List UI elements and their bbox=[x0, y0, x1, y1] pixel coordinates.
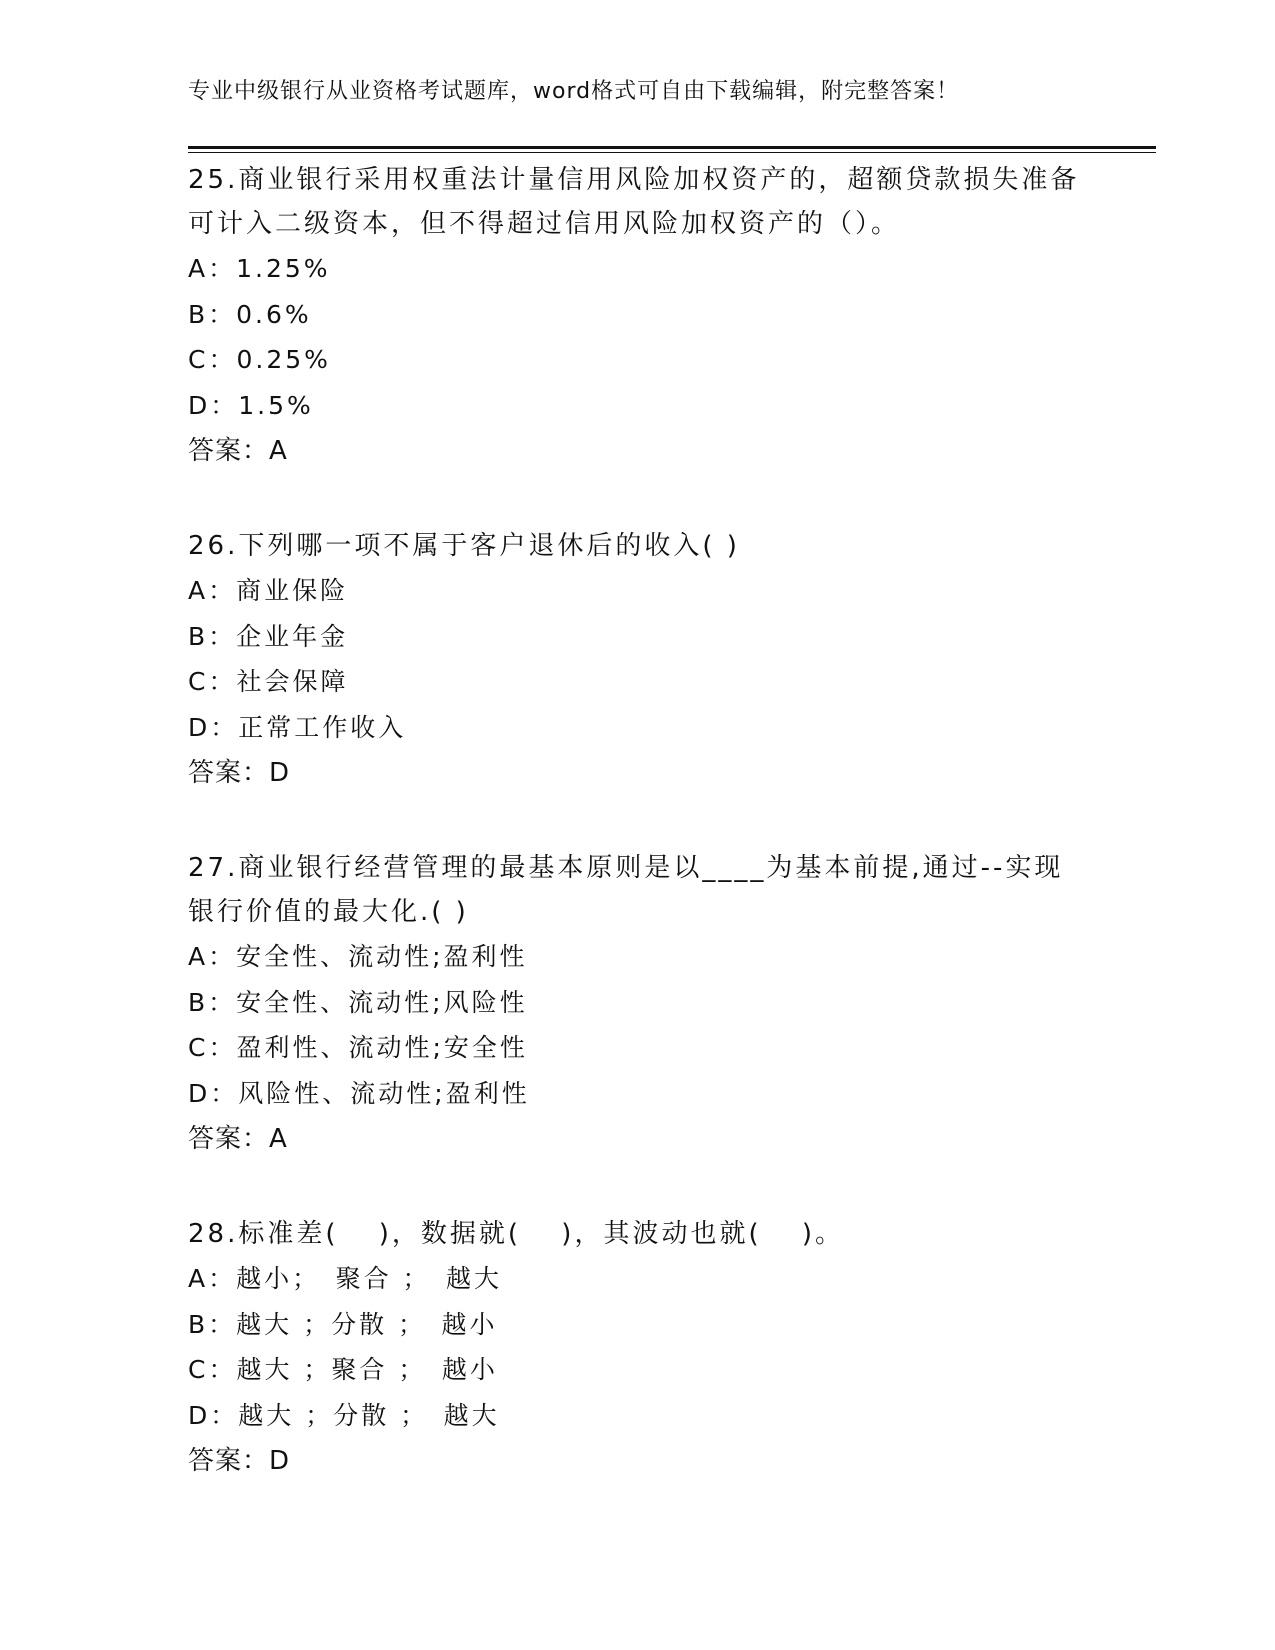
option-c bbox=[188, 1347, 1088, 1393]
option-key: B： bbox=[188, 621, 237, 651]
option-key: B： bbox=[188, 299, 237, 329]
option-text: 企业年金 bbox=[236, 621, 349, 651]
option-key: A： bbox=[188, 1264, 237, 1293]
option-text: 风险性、流动性;盈利性 bbox=[238, 1078, 530, 1108]
option-key: D： bbox=[188, 1078, 239, 1108]
option-b bbox=[188, 292, 1088, 338]
question-25 bbox=[188, 158, 1088, 474]
option-key: C： bbox=[188, 1355, 237, 1384]
question-27 bbox=[188, 846, 1088, 1162]
option-a bbox=[188, 568, 1088, 614]
question-28 bbox=[188, 1212, 1088, 1484]
option-a bbox=[188, 1256, 1088, 1302]
option-key: C： bbox=[188, 1033, 237, 1062]
question-list bbox=[188, 158, 1088, 1534]
option-text: 社会保障 bbox=[236, 667, 349, 696]
option-key: A： bbox=[188, 254, 237, 283]
option-d bbox=[188, 1393, 1088, 1439]
option-text: 安全性、流动性;盈利性 bbox=[236, 942, 528, 971]
option-text: 越小； 聚合 ； 越大 bbox=[236, 1264, 503, 1293]
question-stem bbox=[188, 524, 1088, 568]
question-stem bbox=[188, 1212, 1088, 1256]
question-stem bbox=[188, 158, 1088, 246]
answer: 答案：A bbox=[188, 1124, 288, 1154]
option-text: 正常工作收入 bbox=[238, 712, 407, 742]
stem-line: 26.下列哪一项不属于客户退休后的收入( ) bbox=[188, 531, 740, 561]
option-key: A： bbox=[188, 942, 237, 971]
option-b bbox=[188, 1302, 1088, 1348]
stem-line: 28.标准差( )，数据就( )，其波动也就( )。 bbox=[188, 1219, 845, 1249]
option-key: D： bbox=[188, 1400, 239, 1430]
question-stem bbox=[188, 846, 1088, 934]
option-b bbox=[188, 980, 1088, 1026]
option-key: C： bbox=[188, 345, 237, 374]
header-rule-thick bbox=[188, 146, 1156, 149]
header-rule-thin bbox=[188, 152, 1156, 153]
page-header: 专业中级银行从业资格考试题库，word格式可自由下载编辑，附完整答案！ bbox=[188, 79, 960, 104]
stem-line: 银行价值的最大化.( ) bbox=[188, 897, 469, 927]
option-key: A： bbox=[188, 576, 237, 605]
option-key: B： bbox=[188, 1309, 237, 1339]
option-text: 安全性、流动性;风险性 bbox=[236, 987, 528, 1017]
option-c bbox=[188, 1025, 1088, 1071]
option-text: 0.25% bbox=[236, 345, 331, 374]
stem-line: 27.商业银行经营管理的最基本原则是以____为基本前提,通过--实现 bbox=[188, 853, 1064, 883]
option-key: C： bbox=[188, 667, 237, 696]
answer: 答案：D bbox=[188, 1446, 291, 1476]
option-c bbox=[188, 337, 1088, 383]
option-c bbox=[188, 659, 1088, 705]
option-d bbox=[188, 1071, 1088, 1117]
option-text: 越大 ；分散 ； 越小 bbox=[236, 1309, 498, 1339]
option-text: 越大 ；分散 ； 越大 bbox=[238, 1400, 500, 1430]
option-a bbox=[188, 246, 1088, 292]
option-key: D： bbox=[188, 712, 239, 742]
option-text: 商业保险 bbox=[236, 576, 349, 605]
question-26 bbox=[188, 524, 1088, 796]
option-text: 0.6% bbox=[236, 299, 312, 329]
option-d bbox=[188, 705, 1088, 751]
option-text: 越大 ；聚合 ； 越小 bbox=[236, 1355, 498, 1384]
option-text: 盈利性、流动性;安全性 bbox=[236, 1033, 528, 1062]
option-key: D： bbox=[188, 390, 239, 420]
option-a bbox=[188, 934, 1088, 980]
option-key: B： bbox=[188, 987, 237, 1017]
option-b bbox=[188, 614, 1088, 660]
answer: 答案：A bbox=[188, 436, 288, 466]
stem-line: 25.商业银行采用权重法计量信用风险加权资产的，超额贷款损失准备 bbox=[188, 165, 1080, 195]
answer: 答案：D bbox=[188, 758, 291, 788]
option-text: 1.25% bbox=[236, 254, 331, 283]
option-d bbox=[188, 383, 1088, 429]
stem-line: 可计入二级资本，但不得超过信用风险加权资产的（）。 bbox=[188, 209, 901, 239]
option-text: 1.5% bbox=[238, 390, 314, 420]
